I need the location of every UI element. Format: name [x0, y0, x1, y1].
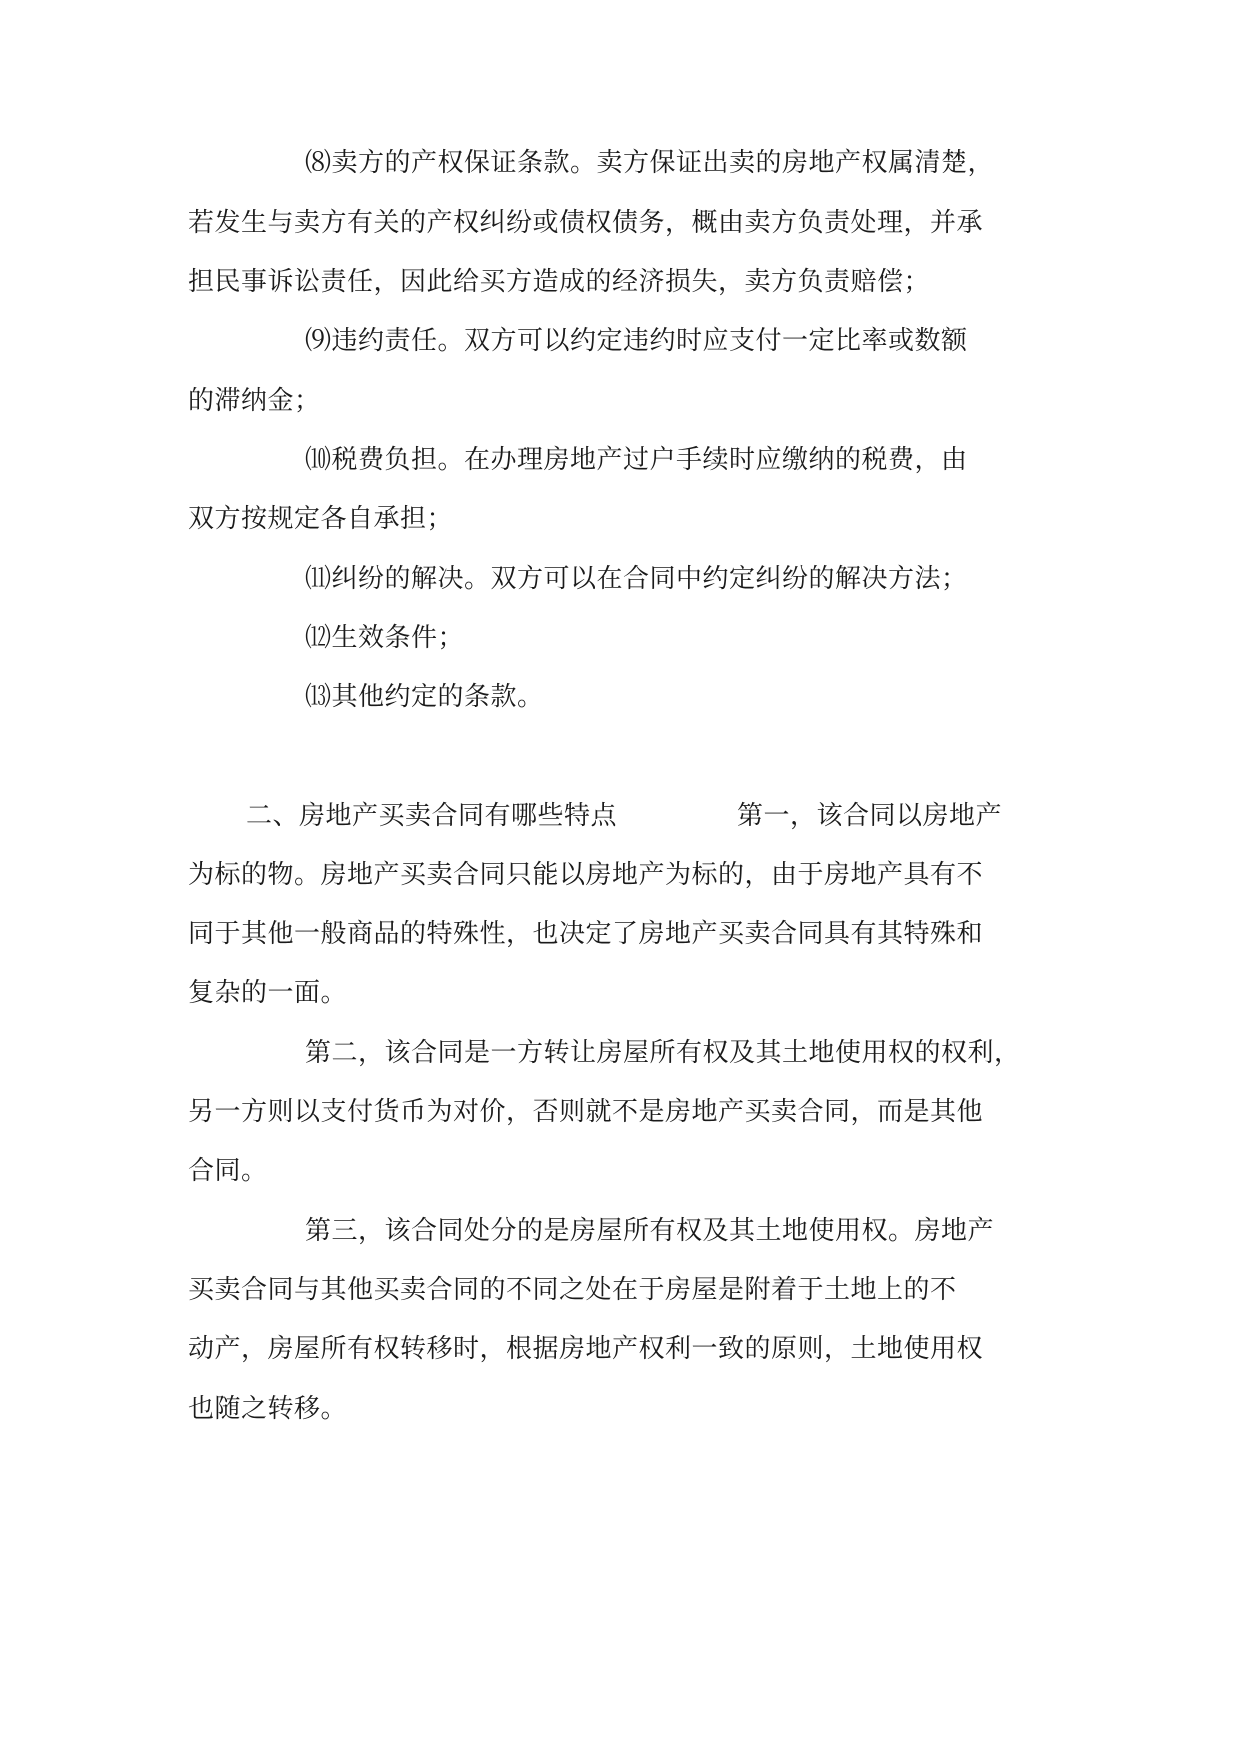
clause-8-line-2: 若发生与卖方有关的产权纠纷或债权债务，概由卖方负责处理，并承 — [188, 208, 984, 238]
section-two-line-4: 复杂的一面。 — [188, 978, 348, 1008]
clause-9-line-2: 的滞纳金； — [188, 386, 321, 416]
second-point-line-3: 合同。 — [188, 1156, 268, 1186]
clause-12: ⑿生效条件； — [305, 623, 465, 653]
third-point-line-3: 动产，房屋所有权转移时，根据房地产权利一致的原则，土地使用权 — [188, 1334, 984, 1364]
section-two-line-2: 为标的物。房地产买卖合同只能以房地产为标的，由于房地产具有不 — [188, 860, 984, 890]
clause-10-line-1: ⑽税费负担。在办理房地产过户手续时应缴纳的税费，由 — [305, 445, 968, 475]
clause-13: ⒀其他约定的条款。 — [305, 682, 544, 712]
clause-10-line-2: 双方按规定各自承担； — [188, 504, 454, 534]
third-point-line-1: 第三，该合同处分的是房屋所有权及其土地使用权。房地产 — [305, 1216, 995, 1246]
clause-9-line-1: ⑼违约责任。双方可以约定违约时应支付一定比率或数额 — [305, 326, 968, 356]
section-two-line-3: 同于其他一般商品的特殊性，也决定了房地产买卖合同具有其特殊和 — [188, 919, 984, 949]
second-point-line-1: 第二，该合同是一方转让房屋所有权及其土地使用权的权利， — [305, 1038, 1021, 1068]
clause-11: ⑾纠纷的解决。双方可以在合同中约定纠纷的解决方法； — [305, 564, 968, 594]
section-two-line-1 — [246, 796, 1002, 836]
third-point-line-2: 买卖合同与其他买卖合同的不同之处在于房屋是附着于土地上的不 — [188, 1275, 957, 1305]
section-heading: 二、房地产买卖合同有哪些特点 — [246, 801, 618, 831]
section-two-first-point: 第一，该合同以房地产 — [737, 801, 1003, 831]
clause-8-line-3: 担民事诉讼责任，因此给买方造成的经济损失，卖方负责赔偿； — [188, 267, 931, 297]
clause-8-line-1: ⑻卖方的产权保证条款。卖方保证出卖的房地产权属清楚， — [305, 148, 995, 178]
third-point-line-4: 也随之转移。 — [188, 1394, 348, 1424]
second-point-line-2: 另一方则以支付货币为对价，否则就不是房地产买卖合同，而是其他 — [188, 1097, 984, 1127]
